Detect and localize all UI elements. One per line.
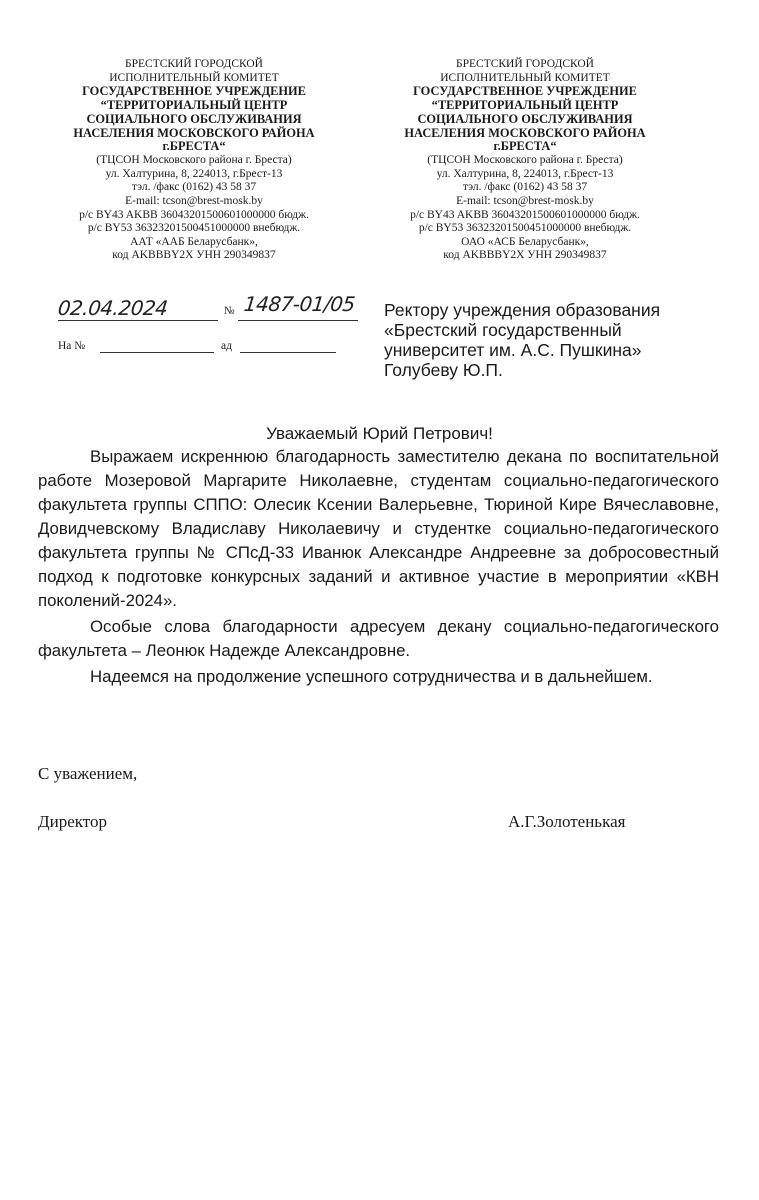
letterhead-detail: E-mail: tcson@brest-mosk.by bbox=[456, 194, 594, 207]
reference-number-underline bbox=[100, 352, 214, 353]
letterhead-line: ИСПОЛНИТЕЛЬНЫЙ КОМИТЕТ bbox=[440, 71, 610, 84]
letterhead-detail: р/с BY43 AKBB 36043201500601000000 бюдж. bbox=[79, 208, 309, 221]
reference-line bbox=[58, 340, 358, 356]
letterhead-detail: ААТ «ААБ Беларусбанк», bbox=[130, 235, 258, 248]
letterhead-line: БРЕСТСКИЙ ГОРОДСКОЙ bbox=[125, 58, 263, 70]
reference-number-label: На № bbox=[58, 340, 86, 352]
handwritten-date: 02.04.2024 bbox=[56, 296, 169, 320]
letterhead-russian bbox=[375, 58, 675, 263]
letterhead-line: БРЕСТСКИЙ ГОРОДСКОЙ bbox=[456, 58, 594, 70]
letterhead-belarusian bbox=[44, 58, 344, 263]
letterhead-detail: тэл. /факс (0162) 43 58 37 bbox=[131, 181, 257, 194]
registration-line bbox=[56, 292, 378, 326]
letterhead-org-line: СОЦИАЛЬНОГО ОБСЛУЖИВАНИЯ bbox=[86, 111, 302, 126]
addressee-block bbox=[384, 300, 714, 380]
number-sign: № bbox=[224, 305, 235, 317]
addressee-line: университет им. А.С. Пушкина» bbox=[384, 340, 642, 360]
letterhead-org-line: г.БРЕСТА“ bbox=[493, 139, 557, 154]
reference-date-underline bbox=[240, 352, 336, 353]
reference-date-label: ад bbox=[221, 340, 232, 352]
letterhead-detail: (ТЦСОН Московского района г. Бреста) bbox=[427, 154, 623, 167]
letterhead-detail: ул. Халтурина, 8, 224013, г.Брест-13 bbox=[436, 167, 614, 180]
handwritten-number: 1487-01/05 bbox=[242, 292, 357, 316]
salutation: Уважаемый Юрий Петрович! bbox=[266, 424, 493, 443]
letterhead-detail: код AKBBBY2X УНН 290349837 bbox=[112, 249, 276, 262]
letter-body bbox=[38, 445, 719, 691]
letterhead-org-line: СОЦИАЛЬНОГО ОБСЛУЖИВАНИЯ bbox=[417, 111, 633, 126]
letterhead-org-line: г.БРЕСТА“ bbox=[162, 139, 226, 154]
number-underline bbox=[238, 320, 358, 321]
letterhead-org-line: ГОСУДАРСТВЕННОЕ УЧРЕЖДЕНИЕ bbox=[413, 84, 637, 99]
addressee-line: «Брестский государственный bbox=[384, 320, 622, 340]
signatory-title: Директор bbox=[38, 812, 107, 831]
letterhead-org-line: “ТЕРРИТОРИАЛЬНЫЙ ЦЕНТР bbox=[100, 97, 288, 112]
letterhead-org-line: НАСЕЛЕНИЯ МОСКОВСКОГО РАЙОНА bbox=[73, 125, 315, 140]
body-paragraph: Надеемся на продолжение успешного сотрудничества и в дальнейшем. bbox=[90, 667, 653, 686]
letterhead-detail: E-mail: tcson@brest-mosk.by bbox=[125, 194, 263, 207]
letterhead-detail: ул. Халтурина, 8, 224013, г.Брест-13 bbox=[105, 167, 283, 180]
addressee-line: Голубеву Ю.П. bbox=[384, 360, 503, 380]
letterhead-detail: р/с BY53 36323201500451000000 внебюдж. bbox=[87, 222, 301, 235]
letterhead-detail: код AKBBBY2X УНН 290349837 bbox=[443, 249, 607, 262]
body-paragraph: Особые слова благодарности адресуем декану социально-педагогического факультета – Леонюк Надежде Александровне. bbox=[38, 617, 719, 660]
closing: С уважением, bbox=[38, 764, 138, 783]
letterhead-org-line: “ТЕРРИТОРИАЛЬНЫЙ ЦЕНТР bbox=[431, 97, 619, 112]
date-underline bbox=[58, 320, 218, 321]
letterhead-org-line: ГОСУДАРСТВЕННОЕ УЧРЕЖДЕНИЕ bbox=[82, 84, 306, 99]
letterhead-detail: (ТЦСОН Московского района г. Бреста) bbox=[96, 154, 292, 167]
letterhead-line: ИСПОЛНИТЕЛЬНЫЙ КОМИТЕТ bbox=[109, 71, 279, 84]
letterhead-org-line: НАСЕЛЕНИЯ МОСКОВСКОГО РАЙОНА bbox=[404, 125, 646, 140]
body-paragraph: Выражаем искреннюю благодарность заместителю декана по воспитательной работе Мозеровой Маргарите Николаевне, студентам социально-педагогического факультета группы СППО: Олесик Ксении Валерьевне, Тюриной Кире Вячеславовне, Довидчевскому Владиславу Николаевичу и студентке социально-педагогического факультета группы № СПсД-33 Иванюк Александре Андреевне за добросовестный подход к подготовке конкурсных заданий и активное участие в мероприятии «КВН поколений-2024». bbox=[38, 447, 719, 610]
letterhead-detail: р/с BY43 AKBB 36043201500601000000 бюдж. bbox=[410, 208, 640, 221]
letterhead-detail: р/с BY53 36323201500451000000 внебюдж. bbox=[418, 222, 632, 235]
addressee-line: Ректору учреждения образования bbox=[384, 300, 661, 320]
letterhead-detail: тэл. /факс (0162) 43 58 37 bbox=[462, 181, 588, 194]
signatory-name: А.Г.Золотенькая bbox=[508, 812, 626, 831]
letterhead-detail: ОАО «АСБ Беларусбанк», bbox=[461, 235, 589, 248]
